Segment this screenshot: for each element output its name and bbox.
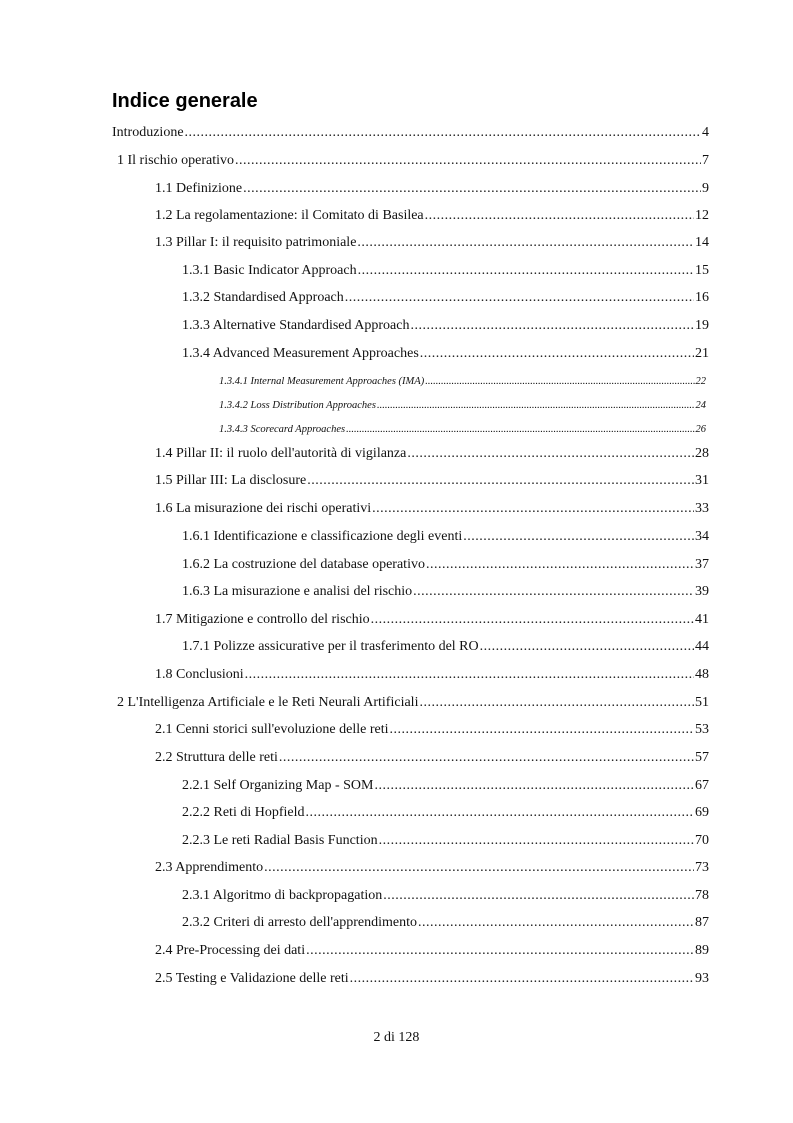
toc-entry-page: 57 [695, 750, 709, 765]
toc-entry[interactable] [182, 528, 709, 546]
leader-dots [419, 694, 694, 712]
page-number-footer: 2 di 128 [373, 1030, 420, 1045]
toc-entry[interactable] [182, 556, 709, 574]
toc-entry-page: 15 [695, 263, 709, 278]
leader-dots [383, 887, 694, 905]
leader-dots [410, 317, 694, 335]
leader-dots [413, 583, 694, 601]
toc-entry[interactable] [182, 345, 709, 363]
toc-entry[interactable] [155, 500, 709, 518]
leader-dots [358, 262, 694, 280]
toc-entry-label: 1.3.4.1 Internal Measurement Approaches (IMA) [219, 376, 425, 387]
toc-entry-label: 2.3 Apprendimento [155, 860, 264, 875]
toc-entry-page: 22 [695, 376, 706, 387]
toc-entry-label: 2.3.1 Algoritmo di backpropagation [182, 888, 383, 903]
leader-dots [426, 556, 694, 574]
toc-entry[interactable] [155, 445, 709, 463]
toc-entry-page: 4 [702, 125, 709, 140]
toc-entry[interactable] [182, 804, 709, 822]
toc-entry-label: 1.6.2 La costruzione del database operativo [182, 557, 425, 572]
toc-entry-page: 16 [695, 290, 709, 305]
toc-entry[interactable] [117, 152, 709, 170]
toc-entry-label: 1.6 La misurazione dei rischi operativi [155, 501, 372, 516]
toc-entry-page: 33 [695, 501, 709, 516]
page-title: Indice generale [112, 90, 258, 112]
toc-entry-label: 1.8 Conclusioni [155, 667, 244, 682]
leader-dots [357, 234, 694, 252]
toc-entry-label: Introduzione [112, 125, 184, 140]
toc-entry[interactable] [155, 611, 709, 629]
toc-entry[interactable] [219, 373, 706, 391]
leader-dots [235, 152, 701, 170]
toc-entry-page: 14 [695, 235, 709, 250]
leader-dots [425, 373, 694, 391]
toc-entry[interactable] [155, 180, 709, 198]
toc-entry-label: 2.2 Struttura delle reti [155, 750, 278, 765]
leader-dots [264, 859, 694, 877]
toc-entry[interactable] [219, 421, 706, 439]
leader-dots [374, 777, 694, 795]
toc-entry-label: 1.3.2 Standardised Approach [182, 290, 344, 305]
toc-entry[interactable] [155, 472, 709, 490]
leader-dots [379, 832, 694, 850]
leader-dots [389, 721, 694, 739]
toc-entry-page: 67 [695, 778, 709, 793]
toc-entry-label: 1.3.4.3 Scorecard Approaches [219, 424, 346, 435]
toc-entry[interactable] [117, 694, 709, 712]
leader-dots [185, 124, 701, 142]
leader-dots [279, 749, 694, 767]
toc-entry-page: 12 [695, 208, 709, 223]
toc-entry[interactable] [112, 124, 709, 142]
toc-entry-label: 2.4 Pre-Processing dei dati [155, 943, 306, 958]
toc-entry-label: 1.3 Pillar I: il requisito patrimoniale [155, 235, 357, 250]
leader-dots [418, 914, 694, 932]
leader-dots [346, 421, 694, 439]
toc-entry-page: 70 [695, 833, 709, 848]
toc-entry-label: 1 Il rischio operativo [117, 153, 235, 168]
toc-entry-label: 1.3.4 Advanced Measurement Approaches [182, 346, 419, 361]
toc-entry-page: 93 [695, 971, 709, 986]
toc-entry[interactable] [155, 207, 709, 225]
toc-entry-label: 1.7 Mitigazione e controllo del rischio [155, 612, 370, 627]
toc-entry[interactable] [155, 749, 709, 767]
toc-entry-page: 89 [695, 943, 709, 958]
toc-entry-label: 2.2.2 Reti di Hopfield [182, 805, 305, 820]
toc-entry-page: 37 [695, 557, 709, 572]
leader-dots [306, 804, 695, 822]
toc-entry-page: 48 [695, 667, 709, 682]
toc-entry[interactable] [182, 914, 709, 932]
toc-entry-page: 7 [702, 153, 709, 168]
toc-entry[interactable] [155, 970, 709, 988]
toc-entry[interactable] [182, 832, 709, 850]
toc-entry-label: 2.1 Cenni storici sull'evoluzione delle reti [155, 722, 389, 737]
leader-dots [345, 289, 694, 307]
toc-entry[interactable] [155, 666, 709, 684]
toc-entry-label: 2.5 Testing e Validazione delle reti [155, 971, 349, 986]
leader-dots [480, 638, 694, 656]
toc-entry-label: 1.3.1 Basic Indicator Approach [182, 263, 357, 278]
toc-entry-label: 1.3.3 Alternative Standardised Approach [182, 318, 410, 333]
toc-entry-label: 2.2.1 Self Organizing Map - SOM [182, 778, 374, 793]
toc-entry-page: 51 [695, 695, 709, 710]
toc-entry-page: 26 [695, 424, 706, 435]
toc-entry-page: 87 [695, 915, 709, 930]
leader-dots [377, 397, 695, 415]
toc-entry-page: 21 [695, 346, 709, 361]
toc-entry[interactable] [182, 317, 709, 335]
toc-entry-page: 73 [695, 860, 709, 875]
leader-dots [407, 445, 694, 463]
toc-entry[interactable] [155, 942, 709, 960]
leader-dots [371, 611, 694, 629]
toc-entry-page: 44 [695, 639, 709, 654]
toc-entry-label: 1.6.1 Identificazione e classificazione degli eventi [182, 529, 463, 544]
toc-entry-page: 31 [695, 473, 709, 488]
toc-entry[interactable] [219, 397, 706, 415]
toc-entry[interactable] [182, 583, 709, 601]
toc-entry[interactable] [182, 777, 709, 795]
toc-entry-page: 9 [702, 181, 709, 196]
toc-entry-page: 39 [695, 584, 709, 599]
leader-dots [306, 942, 694, 960]
leader-dots [243, 180, 701, 198]
toc-entry-label: 1.2 La regolamentazione: il Comitato di Basilea [155, 208, 424, 223]
toc-entry-page: 34 [695, 529, 709, 544]
toc-entry[interactable] [182, 262, 709, 280]
leader-dots [425, 207, 694, 225]
toc-entry-page: 24 [695, 400, 706, 411]
toc-entry-page: 69 [695, 805, 709, 820]
leader-dots [245, 666, 694, 684]
toc-entry-label: 1.3.4.2 Loss Distribution Approaches [219, 400, 376, 411]
leader-dots [420, 345, 694, 363]
toc-entry-label: 2.2.3 Le reti Radial Basis Function [182, 833, 378, 848]
toc-entry[interactable] [155, 234, 709, 252]
toc-entry-page: 41 [695, 612, 709, 627]
toc-entry-label: 1.5 Pillar III: La disclosure [155, 473, 307, 488]
toc-entry-label: 1.4 Pillar II: il ruolo dell'autorità di vigilanza [155, 446, 407, 461]
toc-entry-page: 19 [695, 318, 709, 333]
leader-dots [307, 472, 694, 490]
toc-entry[interactable] [182, 289, 709, 307]
toc-entry-page: 53 [695, 722, 709, 737]
toc-entry-label: 2.3.2 Criteri di arresto dell'apprendimento [182, 915, 418, 930]
leader-dots [463, 528, 694, 546]
leader-dots [350, 970, 694, 988]
toc-entry-page: 28 [695, 446, 709, 461]
toc-entry[interactable] [182, 638, 709, 656]
toc-entry-label: 2 L'Intelligenza Artificiale e le Reti Neurali Artificiali [117, 695, 419, 710]
leader-dots [372, 500, 694, 518]
toc-entry-label: 1.1 Definizione [155, 181, 243, 196]
toc-entry-label: 1.6.3 La misurazione e analisi del rischio [182, 584, 413, 599]
toc-entry-label: 1.7.1 Polizze assicurative per il trasferimento del RO [182, 639, 479, 654]
toc-entry-page: 78 [695, 888, 709, 903]
toc-entry[interactable] [155, 721, 709, 739]
toc-entry[interactable] [182, 887, 709, 905]
toc-entry[interactable] [155, 859, 709, 877]
